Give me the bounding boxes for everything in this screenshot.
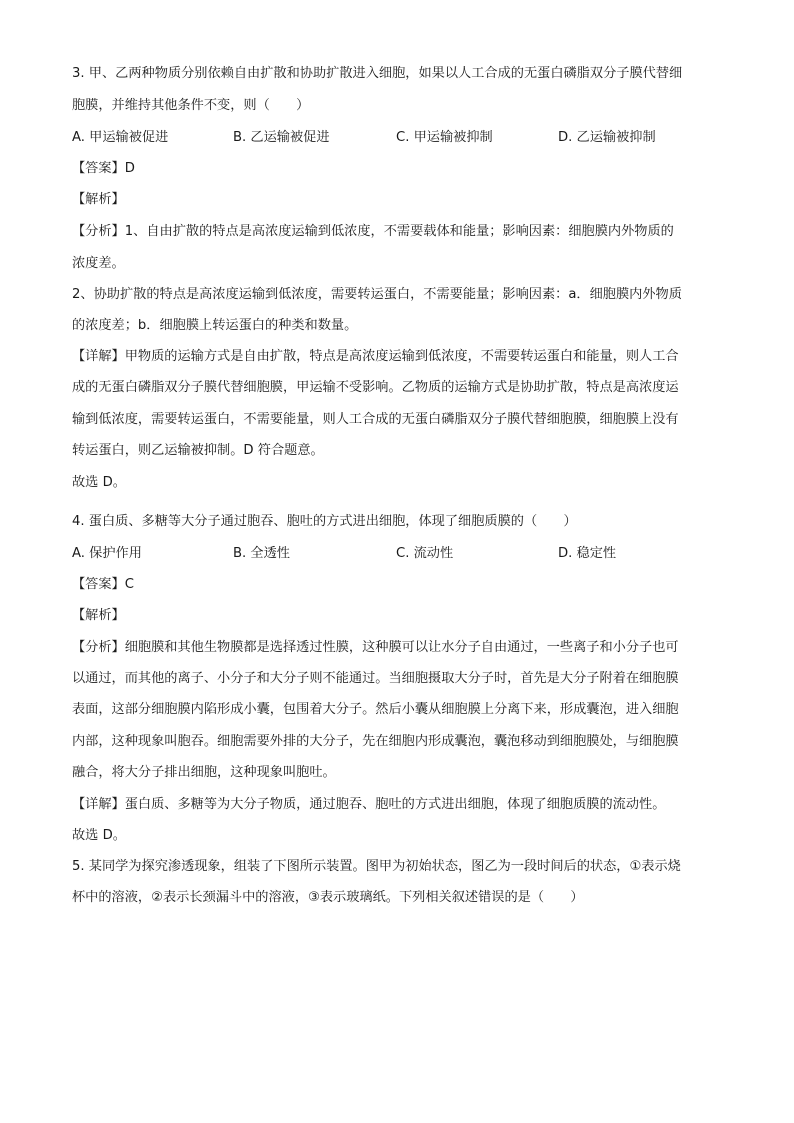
q4-fenxi-line-1: 【分析】细胞膜和其他生物膜都是选择透过性膜，这种膜可以让水分子自由通过，一些离子和小分子也可 (72, 640, 679, 655)
q5-stem-line-1: 5. 某同学为探究渗透现象，组装了下图所示装置。图甲为初始状态，图乙为一段时间后的状态，①表示烧 (72, 859, 681, 874)
q4-fenxi-line-2: 以通过，而其他的离子、小分子和大分子则不能通过。当细胞摄取大分子时，首先是大分子附着在细胞膜 (72, 671, 679, 686)
q3-fenxi-line-1: 【分析】1、自由扩散的特点是高浓度运输到低浓度，不需要载体和能量；影响因素：细胞膜内外物质的 (72, 224, 674, 239)
q4-option-b: B. 全透性 (233, 546, 290, 561)
q4-answer: 【答案】C (72, 577, 134, 592)
q3-xiangjie-line-4: 转运蛋白，则乙运输被抑制。D 符合题意。 (72, 443, 324, 458)
q3-conclusion: 故选 D。 (72, 475, 126, 490)
q3-option-c: C. 甲运输被抑制 (396, 130, 493, 145)
q3-xiangjie-line-3: 输到低浓度，需要转运蛋白，不需要能量，则人工合成的无蛋白磷脂双分子膜代替细胞膜，细胞膜上没有 (72, 412, 679, 427)
q4-option-d: D. 稳定性 (558, 546, 617, 561)
q4-option-c: C. 流动性 (396, 546, 454, 561)
q4-options (72, 544, 732, 564)
q3-fenxi-line-2: 浓度差。 (72, 256, 125, 271)
q3-stem-line-1: 3. 甲、乙两种物质分别依赖自由扩散和协助扩散进入细胞，如果以人工合成的无蛋白磷脂双分子膜代替细 (72, 66, 683, 81)
q3-answer: 【答案】D (72, 161, 135, 176)
q4-conclusion: 故选 D。 (72, 828, 126, 843)
q5-stem-line-2: 杯中的溶液，②表示长颈漏斗中的溶液，③表示玻璃纸。下列相关叙述错误的是（ ） (72, 890, 584, 905)
q4-fenxi-line-5: 融合，将大分子排出细胞，这种现象叫胞吐。 (72, 765, 336, 780)
q3-fenxi-line-3: 2、协助扩散的特点是高浓度运输到低浓度，需要转运蛋白，不需要能量；影响因素：a．细胞膜内外物质 (72, 287, 682, 302)
q3-xiangjie-line-2: 成的无蛋白磷脂双分子膜代替细胞膜，甲运输不受影响。乙物质的运输方式是协助扩散，特点是高浓度运 (72, 380, 679, 395)
q4-fenxi-line-3: 表面，这部分细胞膜内陷形成小囊，包围着大分子。然后小囊从细胞膜上分离下来，形成囊泡，进入细胞 (72, 702, 679, 717)
q4-option-a: A. 保护作用 (72, 546, 142, 561)
q3-xiangjie-line-1: 【详解】甲物质的运输方式是自由扩散，特点是高浓度运输到低浓度，不需要转运蛋白和能量，则人工合 (72, 349, 679, 364)
q3-option-b: B. 乙运输被促进 (233, 130, 330, 145)
q3-options (72, 128, 732, 148)
q3-analysis-heading: 【解析】 (72, 192, 125, 207)
q3-option-d: D. 乙运输被抑制 (558, 130, 656, 145)
q3-fenxi-line-4: 的浓度差；b．细胞膜上转运蛋白的种类和数量。 (72, 318, 358, 333)
q3-stem-line-2: 胞膜，并维持其他条件不变，则（ ） (72, 98, 310, 113)
q4-stem-line-1: 4. 蛋白质、多糖等大分子通过胞吞、胞吐的方式进出细胞，体现了细胞质膜的（ ） (72, 514, 577, 529)
q3-option-a: A. 甲运输被促进 (72, 130, 169, 145)
q4-xiangjie-line-1: 【详解】蛋白质、多糖等为大分子物质，通过胞吞、胞吐的方式进出细胞，体现了细胞质膜的流动性。 (72, 797, 666, 812)
q4-fenxi-line-4: 内部，这种现象叫胞吞。细胞需要外排的大分子，先在细胞内形成囊泡，囊泡移动到细胞膜处，与细胞膜 (72, 734, 679, 749)
q4-analysis-heading: 【解析】 (72, 608, 125, 623)
